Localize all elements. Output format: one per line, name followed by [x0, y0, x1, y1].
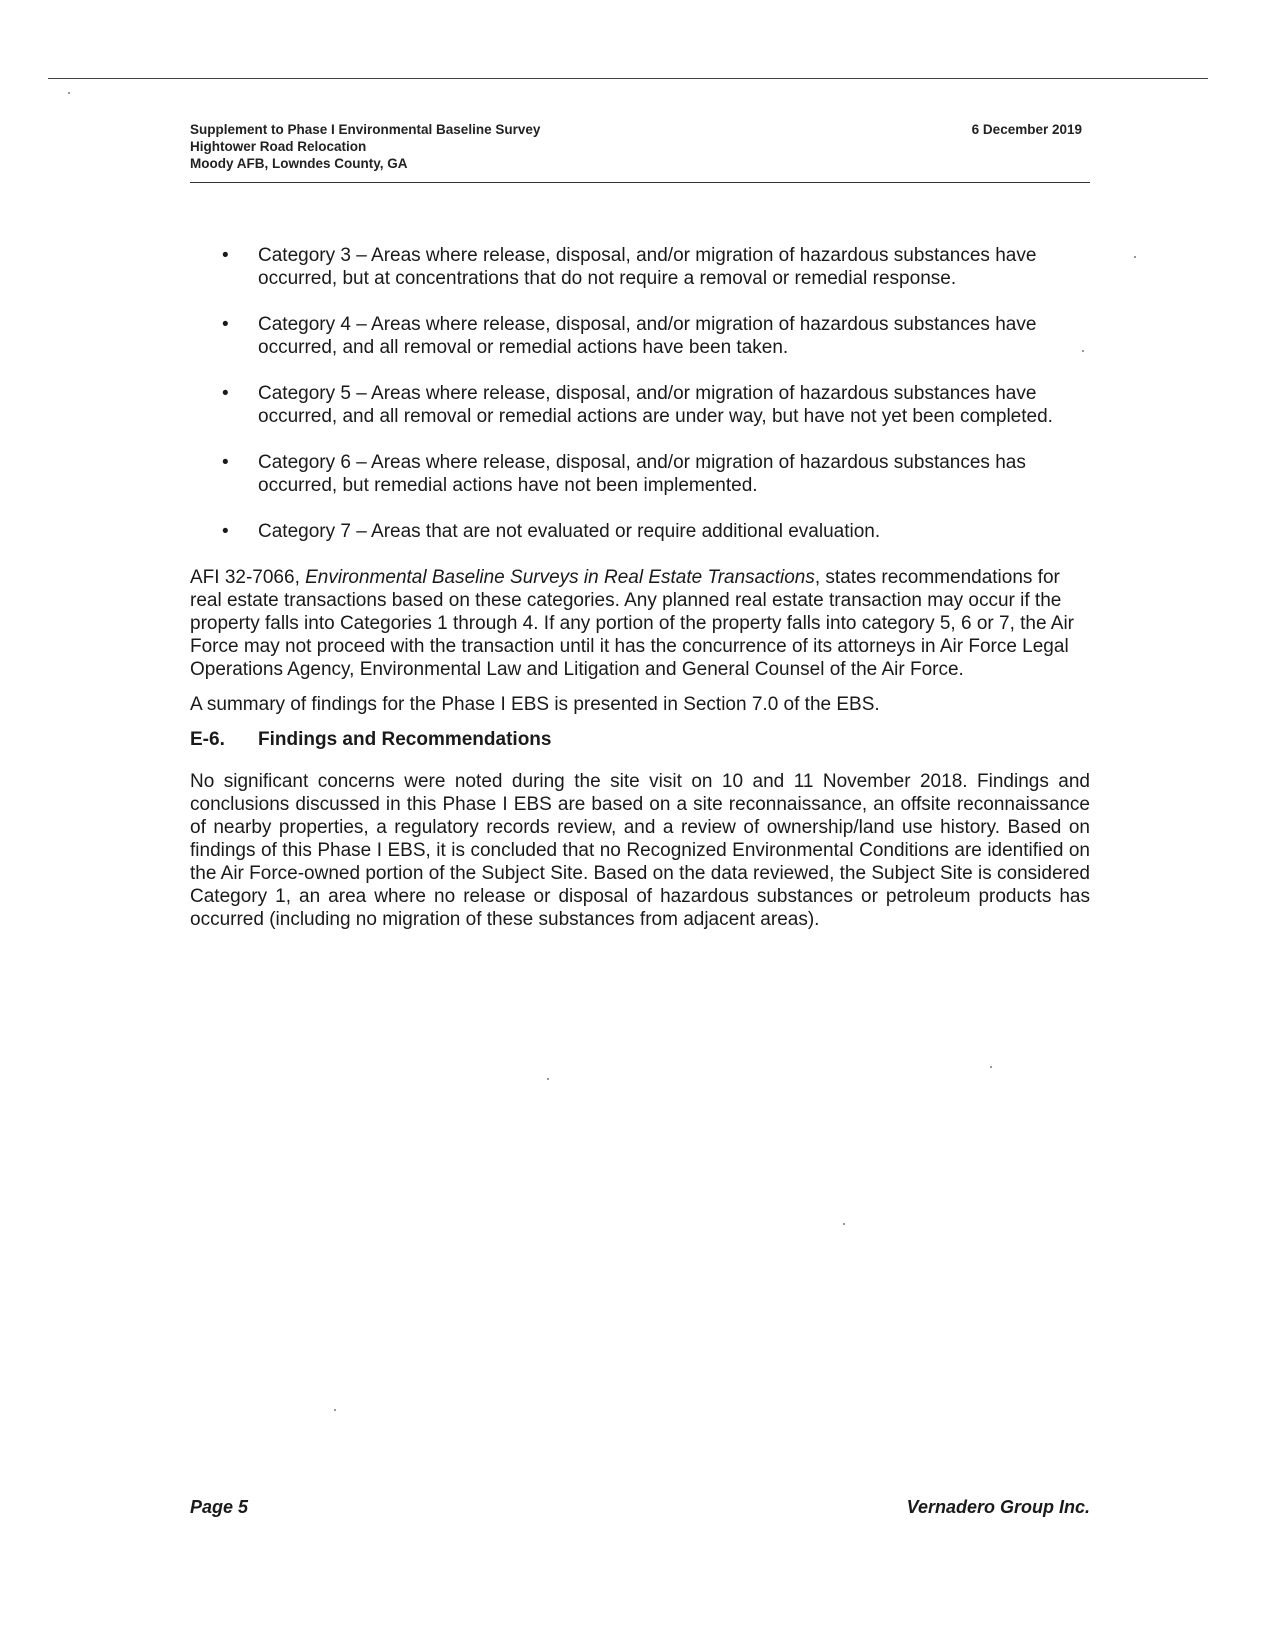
- bullet-icon: •: [222, 383, 229, 404]
- bullet-icon: •: [222, 521, 229, 542]
- scan-speck: [334, 1409, 336, 1411]
- bullet-icon: •: [222, 314, 229, 335]
- afi-prefix: AFI 32-7066,: [190, 567, 306, 588]
- scan-speck: [1134, 256, 1136, 258]
- category-list: [190, 244, 1090, 543]
- list-item: [190, 244, 1090, 290]
- category-text: Category 5 – Areas where release, disposal, and/or migration of hazardous substances have occurred, and all removal or remedial actions are under way, but have not yet been completed.: [258, 383, 1053, 427]
- afi-document-title: Environmental Baseline Surveys in Real Estate Transactions: [305, 567, 815, 588]
- scan-speck: [547, 1078, 549, 1080]
- header-project-name: Hightower Road Relocation: [190, 139, 367, 154]
- bullet-icon: •: [222, 245, 229, 266]
- list-item: [190, 313, 1090, 359]
- category-text: Category 3 – Areas where release, disposal, and/or migration of hazardous substances have occurred, but at concentrations that do not require a removal or remedial response.: [258, 245, 1037, 289]
- list-item: [190, 520, 1090, 543]
- scan-speck: [990, 1066, 992, 1068]
- scan-speck: [68, 92, 70, 94]
- category-text: Category 7 – Areas that are not evaluated or require additional evaluation.: [258, 521, 881, 542]
- header-divider: [190, 182, 1090, 183]
- scan-edge-line: [48, 78, 1208, 79]
- summary-paragraph: A summary of findings for the Phase I EBS is presented in Section 7.0 of the EBS.: [190, 694, 880, 715]
- list-item: [190, 451, 1090, 497]
- page-header: [190, 121, 1090, 172]
- page-number: Page 5: [190, 1497, 249, 1517]
- section-title: Findings and Recommendations: [258, 729, 552, 750]
- section-number: E-6.: [190, 729, 225, 750]
- section-heading: [190, 728, 1090, 751]
- category-text: Category 6 – Areas where release, disposal, and/or migration of hazardous substances has occurred, but remedial actions have not been implemented.: [258, 452, 1026, 496]
- bullet-icon: •: [222, 452, 229, 473]
- company-name: Vernadero Group Inc.: [906, 1497, 1090, 1517]
- header-location: Moody AFB, Lowndes County, GA: [190, 156, 408, 171]
- afi-body: , states recommendations for real estate transactions based on these categories. Any planned real estate transaction may occur if the property falls into Categories 1 through 4. If any portion of the property falls into category 5, 6 or 7, the Air Force may not proceed with the transaction until it has the concurrence of its attorneys in Air Force Legal Operations Agency, Environmental Law and Litigation and General Counsel of the Air Force.: [190, 567, 1074, 680]
- findings-paragraph: No significant concerns were noted during the site visit on 10 and 11 November 2018. Findings and conclusions discussed in this Phase I EBS are based on a site reconnaissance, an offsite reconnaissance of nearby properties, a regulatory records review, and a review of ownership/land use history. Based on findings of this Phase I EBS, it is concluded that no Recognized Environmental Conditions are identified on the Air Force-owned portion of the Subject Site. Based on the data reviewed, the Subject Site is considered Category 1, an area where no release or disposal of hazardous substances or petroleum products has occurred (including no migration of these substances from adjacent areas).: [190, 771, 1090, 930]
- header-date: 6 December 2019: [971, 122, 1082, 137]
- category-text: Category 4 – Areas where release, disposal, and/or migration of hazardous substances have occurred, and all removal or remedial actions have been taken.: [258, 314, 1037, 358]
- header-document-title: Supplement to Phase I Environmental Baseline Survey: [190, 122, 541, 137]
- list-item: [190, 382, 1090, 428]
- scan-speck: [843, 1223, 845, 1225]
- page-body: [190, 244, 1090, 943]
- afi-paragraph: [190, 566, 1090, 681]
